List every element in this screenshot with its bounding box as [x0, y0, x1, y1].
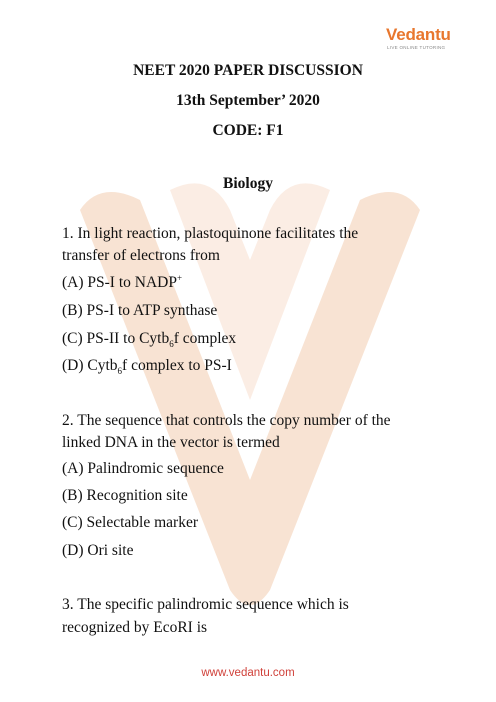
logo-tagline: LIVE ONLINE TUTORING: [387, 45, 446, 50]
question-3-text-line-2: recognized by EcoRI is: [62, 619, 208, 636]
question-1-text-line-1: 1. In light reaction, plastoquinone facilitates the: [62, 225, 359, 242]
question-2-text-line-1: 2. The sequence that controls the copy number of the: [62, 412, 391, 429]
footer-website-link[interactable]: www.vedantu.com: [201, 667, 295, 679]
subject-heading: Biology: [223, 175, 273, 192]
question-1-option-c: [62, 330, 236, 348]
question-2-text-line-2: linked DNA in the vector is termed: [62, 434, 280, 451]
paper-date: 13th September’ 2020: [176, 92, 320, 109]
option-d-text-end: f complex to PS-I: [122, 357, 232, 374]
question-2-option-c: (C) Selectable marker: [62, 514, 198, 531]
option-a-superscript: +: [176, 272, 183, 283]
paper-title: NEET 2020 PAPER DISCUSSION: [133, 62, 363, 79]
option-a-text: (A) PS-I to NADP: [62, 274, 177, 291]
question-2-option-b: (B) Recognition site: [62, 487, 188, 504]
question-2-option-a: (A) Palindromic sequence: [62, 460, 224, 477]
logo-brand: Vedantu: [386, 25, 451, 44]
option-d-subscript: 6: [117, 366, 123, 377]
question-1-option-d: [62, 357, 232, 375]
question-2-option-d: (D) Ori site: [62, 542, 134, 559]
paper-code: CODE: F1: [212, 122, 284, 139]
vedantu-logo: [378, 26, 458, 50]
question-1-option-a: [62, 274, 182, 292]
option-d-text: (D) Cytb: [62, 357, 118, 374]
option-c-text-end: f complex: [173, 330, 237, 347]
question-3-text-line-1: 3. The specific palindromic sequence which is: [62, 596, 349, 613]
question-1-text-line-2: transfer of electrons from: [62, 247, 220, 264]
option-c-text: (C) PS-II to Cytb: [62, 330, 170, 347]
question-1-option-b: (B) PS-I to ATP synthase: [62, 302, 218, 319]
option-c-subscript: 6: [169, 339, 174, 350]
